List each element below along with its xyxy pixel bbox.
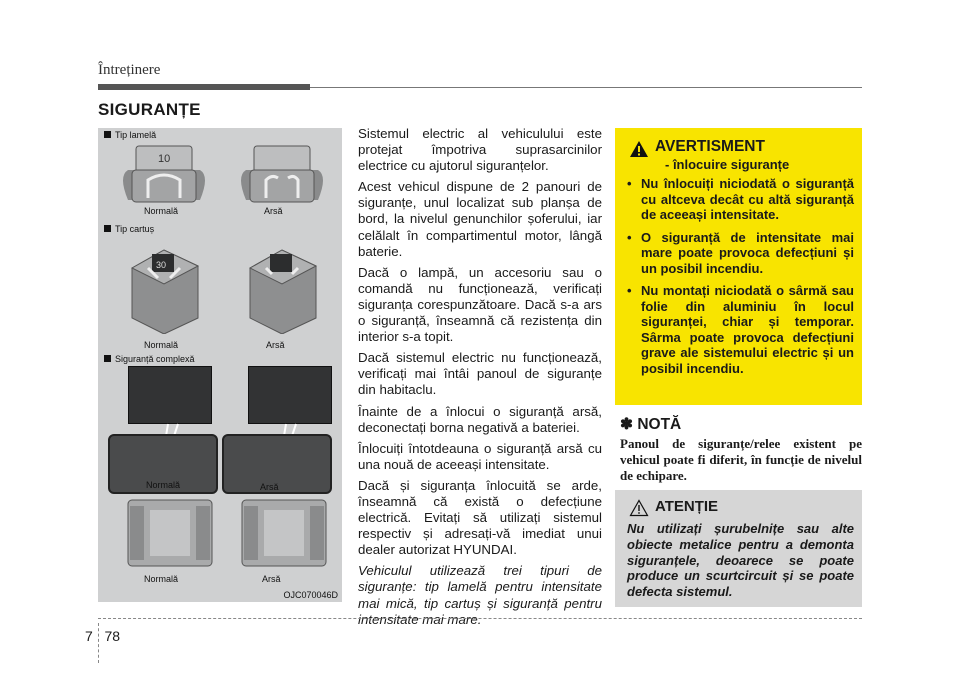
caution-box xyxy=(615,490,862,607)
body-paragraph: Sistemul electric al vehiculului este protejat împotriva suprasarcinilor electrice cu ajutorul siguranțelor. xyxy=(358,126,602,174)
caution-title: ATENȚIE xyxy=(655,498,719,515)
caption-normal-box: Normală xyxy=(144,574,179,584)
body-paragraph: Înlocuiți întotdeauna o siguranță arsă cu una nouă de aceeași intensitate. xyxy=(358,440,602,472)
cartridge-fuse-normal-image xyxy=(118,238,210,334)
body-paragraph: Dacă și siguranța înlocuită se arde, înseamnă că există o defecțiune electrică. Evitați să utilizați sistemul respectiv și adresați-vă imediat unui dealer autorizat HYUNDAI. xyxy=(358,477,602,558)
body-paragraph: Acest vehicul dispune de 2 panouri de siguranțe, unul localizat sub planșa de bord, la nivelul genunchilor șoferului, iar celălalt în compartimentul motor, lângă baterie. xyxy=(358,179,602,259)
label-cartridge-type: Tip cartuș xyxy=(104,224,154,234)
warning-title: AVERTISMENT xyxy=(655,138,765,155)
caption-blown-multi: Arsă xyxy=(260,482,279,492)
multi-fuse-normal-closeup xyxy=(128,366,212,424)
warning-subtitle: - înlocuire siguranțe xyxy=(665,157,790,172)
note-star-icon: ✽ xyxy=(620,416,633,433)
caption-blown-cartridge: Arsă xyxy=(266,340,285,350)
bullet-square-icon xyxy=(104,225,111,232)
body-paragraph: Înainte de a înlocui o siguranță arsă, deconectați borna negativă a bateriei. xyxy=(358,403,602,435)
bullet-square-icon xyxy=(104,131,111,138)
header-rule xyxy=(310,87,862,88)
fuse-box-normal-image xyxy=(124,496,216,570)
figure-code: OJC070046D xyxy=(283,590,338,600)
warning-item: • O siguranță de intensitate mai mare poate provoca defecțiuni și un posibil incendiu. xyxy=(627,230,854,277)
caption-normal-multi: Normală xyxy=(146,480,181,490)
multi-fuse-blown-closeup xyxy=(248,366,332,424)
warning-triangle-icon xyxy=(629,140,649,158)
chapter-header-title: Întreținere xyxy=(98,62,161,78)
note-text: Panoul de siguranțe/relee existent pe vehicul poate fi diferit, în funcție de nivelul de echipare. xyxy=(620,436,862,483)
cartridge-fuse-blown-image xyxy=(236,238,328,334)
caption-normal-blade: Normală xyxy=(144,206,179,216)
svg-text:30: 30 xyxy=(156,260,167,270)
caution-triangle-icon xyxy=(629,499,649,517)
warning-item: • Nu montați niciodată o sârmă sau folie din aluminiu în locul siguranței, chiar și temporar. Sârma poate provoca defecțiuni grave ale sistemului electric și un posibil incendiu. xyxy=(627,283,854,376)
warning-list xyxy=(627,176,854,383)
footer-rule xyxy=(98,618,862,619)
fuse-types-figure xyxy=(98,128,342,602)
bullet-square-icon xyxy=(104,355,111,362)
body-paragraph-italic: Vehiculul utilizează trei tipuri de siguranțe: tip lamelă pentru intensitate mai mică, tip cartuș și siguranță pentru intensitate mai mare. xyxy=(358,563,602,627)
caption-blown-box: Arsă xyxy=(262,574,281,584)
header-bar xyxy=(98,84,310,90)
blade-fuse-normal-image xyxy=(118,140,210,212)
body-text-column xyxy=(358,126,602,633)
warning-box xyxy=(615,128,862,405)
label-blade-type: Tip lamelă xyxy=(104,130,156,140)
section-title: SIGURANȚE xyxy=(98,100,201,119)
caption-normal-cartridge: Normală xyxy=(144,340,179,350)
blade-fuse-blown-image xyxy=(236,140,328,212)
caution-text: Nu utilizați șurubelnițe sau alte obiecte metalice pentru a demonta siguranțele, deoarece se poate produce un scurtcircuit și se poate defecta sistemul. xyxy=(627,521,854,600)
warning-item: • Nu înlocuiți niciodată o siguranță cu altceva decât cu altă siguranță de aceeași intensitate. xyxy=(627,176,854,223)
page-number: 7 78 xyxy=(85,628,121,644)
body-paragraph: Dacă sistemul electric nu funcționează, verificați mai întâi panoul de siguranțe din habitaclu. xyxy=(358,350,602,398)
svg-text:10: 10 xyxy=(158,153,171,165)
label-multi-fuse: Siguranță complexă xyxy=(104,354,195,364)
fuse-box-blown-image xyxy=(238,496,330,570)
caption-blown-blade: Arsă xyxy=(264,206,283,216)
note-title: ✽ NOTĂ xyxy=(620,416,682,433)
body-paragraph: Dacă o lampă, un accesoriu sau o comandă nu funcționează, verificați siguranța corespunzătoare. Dacă s-a ars o siguranță, înseamnă că rezistența din interior s-a topit. xyxy=(358,264,602,345)
